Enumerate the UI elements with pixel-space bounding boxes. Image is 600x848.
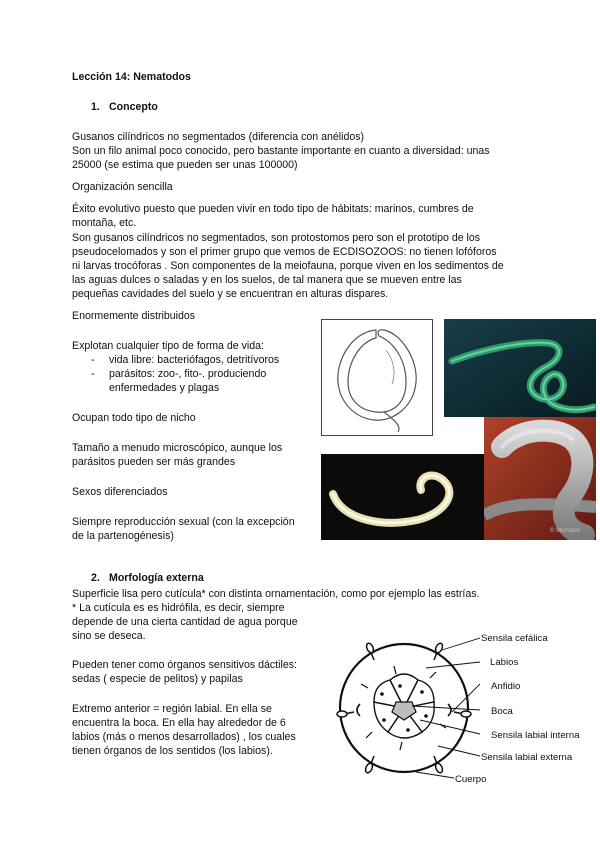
list-item: parásitos: zoo-, fito-. produciendo bbox=[109, 368, 267, 380]
green-nematode-image bbox=[444, 319, 596, 417]
paragraph-line: de la partenogénesis) bbox=[72, 530, 174, 542]
list-marker: - bbox=[91, 354, 95, 366]
paragraph-line: Tamaño a menudo microscópico, aunque los bbox=[72, 442, 283, 454]
diagram-label: Sensila cefálica bbox=[481, 633, 548, 644]
section-heading: Concepto bbox=[109, 101, 158, 113]
paragraph-line: Son un filo animal poco conocido, pero bastante importante en cuanto a diversidad: unas bbox=[72, 145, 490, 157]
diagram-label: Cuerpo bbox=[455, 774, 487, 785]
photo-caption: © Microbiol bbox=[550, 528, 581, 534]
section-number: 1. bbox=[91, 101, 100, 113]
paragraph-line: * La cutícula es es hidrófila, es decir, siempre bbox=[72, 602, 285, 614]
diagram-label: Labios bbox=[490, 657, 519, 668]
paragraph-line: encuentra la boca. En ella hay alrededor de 6 bbox=[72, 717, 286, 729]
paragraph-line: Sexos diferenciados bbox=[72, 486, 168, 498]
paragraph-line: sino se deseca. bbox=[72, 630, 146, 642]
diagram-label: Sensila labial interna bbox=[491, 730, 580, 741]
diagram-label: Boca bbox=[491, 706, 513, 717]
paragraph-line: las aguas dulces o saladas y en los suelos, de tal manera que se mueven entre las bbox=[72, 274, 462, 286]
paragraph-line: sedas ( especie de pelitos) y papilas bbox=[72, 673, 243, 685]
paragraph-line: tienen órganos de los sentidos (los labios). bbox=[72, 745, 273, 757]
nematode-drawing-image bbox=[321, 319, 433, 436]
paragraph-line: Superficie lisa pero cutícula* con distinta ornamentación, como por ejemplo las estrías. bbox=[72, 588, 480, 600]
paragraph-line: Ocupan todo tipo de nicho bbox=[72, 412, 196, 424]
paragraph-line: Siempre reproducción sexual (con la excepción bbox=[72, 516, 295, 528]
paragraph-line: depende de una cierta cantidad de agua porque bbox=[72, 616, 298, 628]
section-heading: Morfología externa bbox=[109, 572, 204, 584]
paragraph-line: Son gusanos cilíndricos no segmentados, son protostomos pero son el prototipo de los bbox=[72, 232, 481, 244]
section-number: 2. bbox=[91, 572, 100, 584]
list-item: enfermedades y plagas bbox=[109, 382, 220, 394]
paragraph-line: Gusanos cilíndricos no segmentados (diferencia con anélidos) bbox=[72, 131, 365, 143]
paragraph-line: Pueden tener como órganos sensitivos dáctiles: bbox=[72, 659, 297, 671]
diagram-label: Anfidio bbox=[491, 681, 521, 692]
labial-region-diagram bbox=[330, 628, 480, 788]
paragraph-line: ni larvas trocóforas . Son componentes de la meiofauna, porque viven en los sedimentos de bbox=[72, 260, 504, 272]
paragraph-line: Organización sencilla bbox=[72, 181, 173, 193]
paragraph-line: pequeñas cavidades del suelo y se encuentran en alturas dispares. bbox=[72, 288, 389, 300]
paragraph-line: 25000 (se estima que pueden ser unas 100000) bbox=[72, 159, 298, 171]
paragraph-line: montaña, etc. bbox=[72, 217, 137, 229]
paragraph-line: Enormemente distribuidos bbox=[72, 310, 196, 322]
white-nematode-image bbox=[321, 454, 484, 540]
paragraph-line: Extremo anterior = región labial. En ella se bbox=[72, 703, 272, 715]
list-marker: - bbox=[91, 368, 95, 380]
paragraph-line: pseudocelomados y son el primer grupo que vemos de ECDISOZOOS: no tienen lofóforos bbox=[72, 246, 497, 258]
paragraph-line: labios (más o menos desarrollados) , los cuales bbox=[72, 731, 296, 743]
paragraph-line: Explotan cualquier tipo de forma de vida: bbox=[72, 340, 264, 352]
list-item: vida libre: bacteriófagos, detritívoros bbox=[109, 354, 280, 366]
paragraph-line: Éxito evolutivo puesto que pueden vivir en todo tipo de hábitats: marinos, cumbres de bbox=[72, 203, 474, 215]
page-title: Lección 14: Nematodos bbox=[72, 71, 191, 83]
sem-nematode-image bbox=[484, 417, 596, 540]
paragraph-line: parásitos pueden ser más grandes bbox=[72, 456, 236, 468]
diagram-label: Sensila labial externa bbox=[481, 752, 573, 763]
